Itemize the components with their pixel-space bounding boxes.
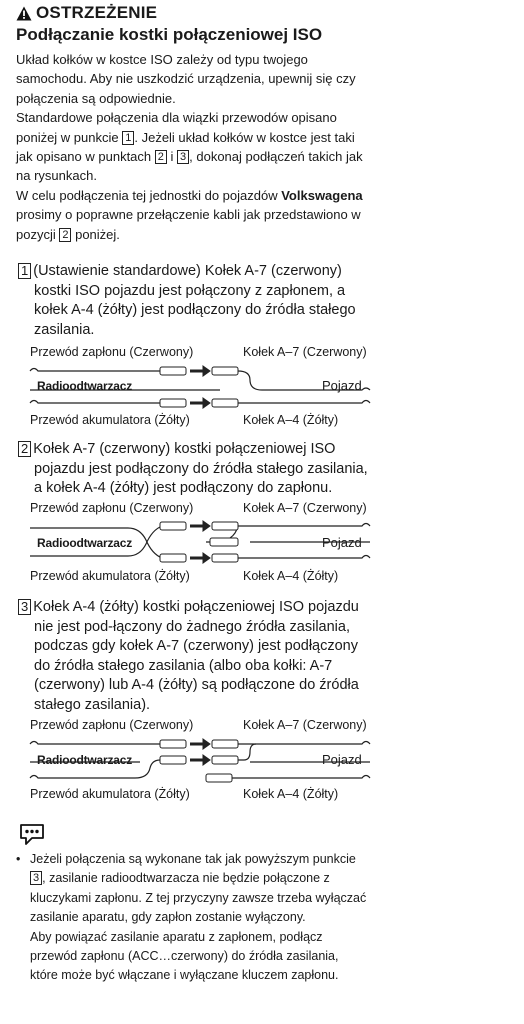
radio-label: Radioodtwarzacz <box>37 753 133 767</box>
intro-text <box>16 50 516 244</box>
intro-paragraph-1 <box>16 50 516 108</box>
item-line: podczas gdy kołek A-7 (czerwony) jest podłączony <box>34 638 358 655</box>
ignition-connector-pair <box>160 739 238 749</box>
item-line: kostki ISO pojazdu jest połączony z zapłonem, a <box>34 282 346 299</box>
intro-text-fragment: , dokonaj podłączeń takich jak <box>189 149 363 165</box>
intro-line: na rysunkach. <box>16 168 97 184</box>
item-line <box>18 440 518 460</box>
intro-text-fragment: jak opisano w punktach <box>16 149 155 165</box>
intro-text-fragment: . Jeżeli układ kołków w kostce jest taki <box>134 129 355 145</box>
intro-text-fragment: i <box>166 149 178 165</box>
note-bullet: • <box>16 852 21 866</box>
item-ref-box: 1 <box>122 131 134 145</box>
battery-wire-line <box>30 760 160 778</box>
pin-a7-wire-line <box>238 524 370 527</box>
note-line: przewód zapłonu (ACC…czerwony) do źródła zasilania, <box>30 949 339 964</box>
item-line <box>18 262 518 282</box>
battery-connector-pair <box>160 398 238 408</box>
pin-a4-wire-line <box>232 776 370 779</box>
pin-a7-branch-line <box>238 744 256 760</box>
section-title: Podłączanie kostki połączeniowej ISO <box>16 25 323 44</box>
pin-a4-label: Kołek A–4 (Żółty) <box>243 569 339 583</box>
radio-label: Radioodtwarzacz <box>37 536 133 550</box>
item-line: pojazdu jest podłączony do źródła stałego zasilania, <box>34 460 368 477</box>
intro-text-fragment: poniżej w punkcie <box>16 129 123 145</box>
ignition-wire-label: Przewód zapłonu (Czerwony) <box>30 501 194 515</box>
item-line: (czerwony) lub A-4 (żółty) są podłączone do źródła <box>34 677 359 694</box>
item-line: a kołek A-4 (żółty) jest podłączony do zapłonu. <box>34 480 333 497</box>
item-ref-box: 3 <box>30 871 42 885</box>
intro-line: prosimy o poprawne przełączenie kabli jak przedstawiono w <box>16 207 361 223</box>
item-3 <box>18 598 518 716</box>
item-line <box>18 598 518 618</box>
wiring-diagram-1 <box>0 360 524 412</box>
unused-connector <box>206 774 232 782</box>
item-text: Kołek A-7 (czerwony) kostki połączeniowej ISO <box>33 441 336 457</box>
item-1 <box>18 262 518 340</box>
battery-wire-line <box>30 401 160 404</box>
item-ref-box: 3 <box>177 150 189 164</box>
ignition-connector-pair <box>160 521 238 531</box>
intro-text-fragment: pozycji <box>16 226 60 242</box>
item-number-box: 3 <box>18 599 31 615</box>
battery-wire-label: Przewód akumulatora (Żółty) <box>30 413 190 427</box>
item-text: (Ustawienie standardowe) Kołek A-7 (czerwony) <box>33 263 342 279</box>
ignition-wire-line <box>30 742 160 745</box>
intro-line: Układ kołków w kostce ISO zależy od typu twojego <box>16 52 308 67</box>
intro-line: samochodu. Aby nie uszkodzić urządzenia, upewnij się czy <box>16 71 356 87</box>
intro-paragraph-2 <box>16 108 516 186</box>
vehicle-label: Pojazd <box>322 378 362 393</box>
item-number-box: 1 <box>18 263 31 279</box>
item-number-box: 2 <box>18 441 31 457</box>
intro-text-fragment: W celu podłączenia tej jednostki do pojazdów <box>16 187 282 203</box>
battery-connector-pair <box>160 553 238 563</box>
pin-a7-label: Kołek A–7 (Czerwony) <box>243 718 367 732</box>
wiring-diagram-3 <box>0 734 524 786</box>
ignition-wire-label: Przewód zapłonu (Czerwony) <box>30 345 194 359</box>
pin-a4-wire-line <box>238 556 370 559</box>
intro-line: Standardowe połączenia dla wiązki przewodów opisano <box>16 110 337 126</box>
ignition-connector-pair <box>160 366 238 376</box>
battery-wire-label: Przewód akumulatora (Żółty) <box>30 569 190 583</box>
brand-name: Volkswagena <box>281 187 363 203</box>
note-line: Jeżeli połączenia są wykonane tak jak powyższym punkcie <box>30 852 356 866</box>
vehicle-label: Pojazd <box>322 752 362 767</box>
note-line: zasilanie aparatu, gdy zapłon zostanie wyłączony. <box>30 910 306 925</box>
radio-label: Radioodtwarzacz <box>37 379 133 393</box>
note-icon <box>18 822 46 846</box>
pin-a4-label: Kołek A–4 (Żółty) <box>243 413 339 427</box>
battery-wire-label: Przewód akumulatora (Żółty) <box>30 787 190 801</box>
intro-line: połączenia są odpowiednie. <box>16 90 176 106</box>
warning-triangle-icon <box>16 6 32 21</box>
ignition-wire-label: Przewód zapłonu (Czerwony) <box>30 718 194 732</box>
item-2 <box>18 440 518 499</box>
note-line: Aby powiązać zasilanie aparatu z zapłonem, podłącz <box>30 929 323 944</box>
item-ref-box: 2 <box>155 150 167 164</box>
note-line: kluczykami zapłonu. Z tej przyczyny zawsze trzeba wyłączać <box>30 890 367 905</box>
item-line: stałego zasilania). <box>34 696 151 713</box>
note-text-fragment: , zasilanie radioodtwarzacza nie będzie połączone z <box>42 871 330 886</box>
intro-paragraph-3 <box>16 186 516 244</box>
wiring-diagram-2 <box>0 516 524 568</box>
note-line: które może być włączane i wyłączane kluczem zapłonu. <box>30 968 339 983</box>
pin-a7-label: Kołek A–7 (Czerwony) <box>243 501 367 515</box>
warning-heading <box>16 3 157 23</box>
vehicle-label: Pojazd <box>322 535 362 550</box>
note-text <box>16 850 516 986</box>
intro-text-fragment: poniżej. <box>71 226 120 242</box>
battery-connector-pair <box>160 755 238 765</box>
item-line: kołek A-4 (żółty) jest podłączony do źródła stałego <box>34 302 356 319</box>
radio-wire-line-2 <box>30 526 162 556</box>
pin-a7-label: Kołek A–7 (Czerwony) <box>243 345 367 359</box>
warning-label: OSTRZEŻENIE <box>36 3 158 22</box>
pin-a7-wire-line <box>238 371 370 390</box>
pin-a7-wire-line <box>238 742 370 745</box>
item-line: do źródła stałego zasilania (albo oba kołki: A-7 <box>34 657 333 674</box>
radio-wire-line <box>30 528 162 558</box>
note-line <box>16 869 516 888</box>
item-ref-box: 2 <box>59 228 71 242</box>
item-line: zasilania. <box>34 321 95 338</box>
item-line: nie jest pod-łączony do żadnego źródła zasilania, <box>34 618 350 635</box>
swap-connector <box>210 538 238 546</box>
pin-a4-label: Kołek A–4 (Żółty) <box>243 787 339 801</box>
ignition-wire-line <box>30 369 160 372</box>
pin-a4-wire-line <box>238 401 370 404</box>
item-text: Kołek A-4 (żółty) kostki połączeniowej ISO pojazdu <box>33 599 359 615</box>
